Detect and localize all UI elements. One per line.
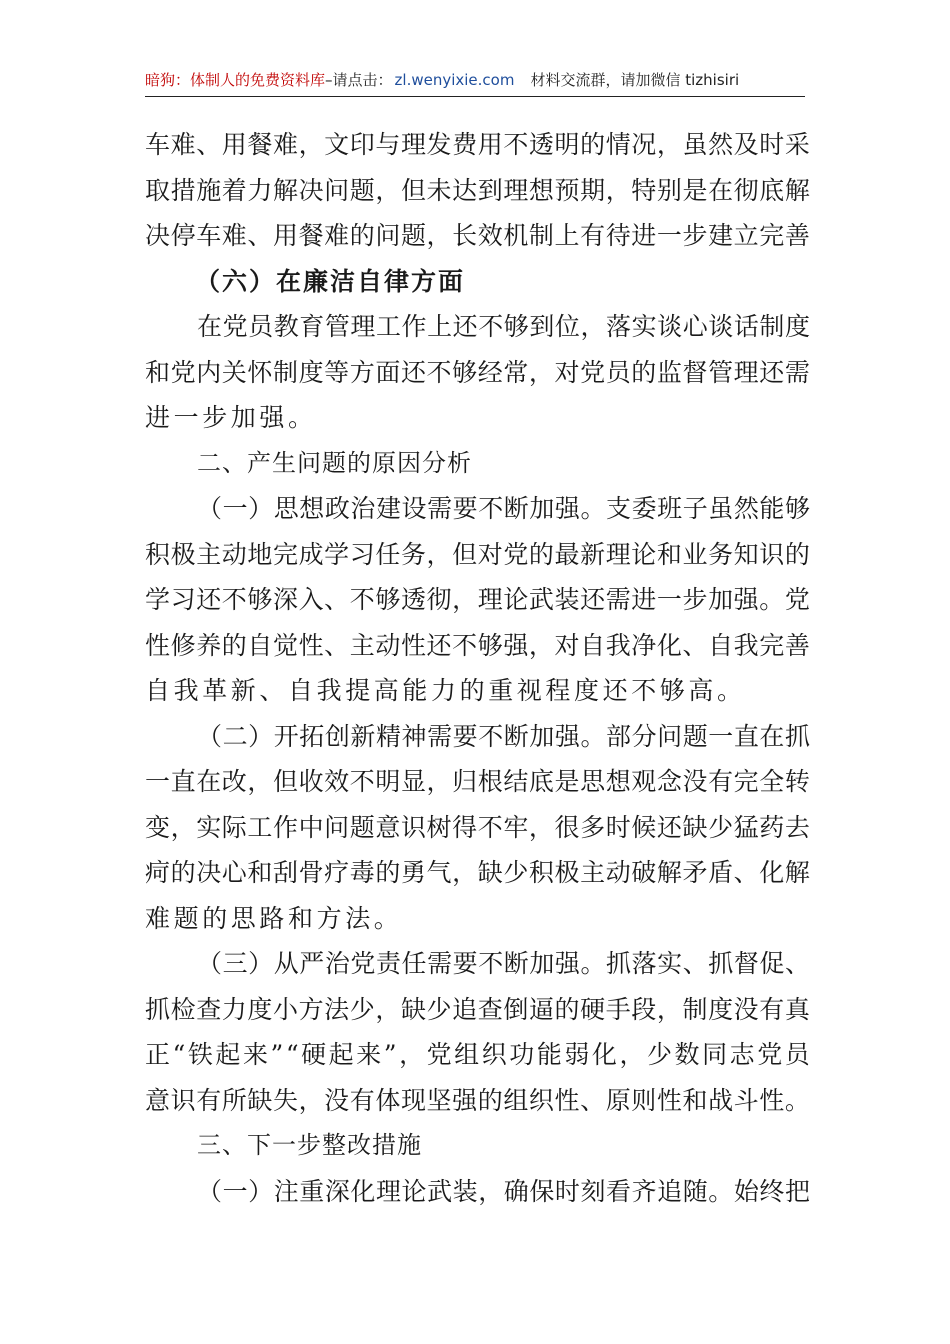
paragraph-line: 车 难 、 用 餐 难 ， 文 印 与 理 发 费 用 不 透 明 的 情 况 ， 虽 然 及 时 采 bbox=[145, 130, 810, 159]
paragraph-line: 进一步加强。 bbox=[145, 403, 317, 432]
paragraph-line: 和 党 内 关 怀 制 度 等 方 面 还 不 够 经 常 ， 对 党 员 的 监 督 管 理 还 需 bbox=[145, 357, 810, 387]
section-heading-three: 三、下一步整改措施 bbox=[197, 1131, 422, 1159]
page-header bbox=[145, 66, 805, 97]
paragraph-line: 取 措 施 着 力 解 决 问 题 ， 但 未 达 到 理 想 预 期 ， 特 别 是 在 彻 底 解 bbox=[145, 175, 810, 205]
paragraph-line: 性 修 养 的 自 觉 性 、 主 动 性 还 不 够 强 ， 对 自 我 净 化 、 自 我 完 善 bbox=[145, 630, 810, 660]
paragraph-line: 抓 检 查 力 度 小 方 法 少 ， 缺 少 追 查 倒 逼 的 硬 手 段 ， 制 度 没 有 真 bbox=[145, 994, 810, 1024]
paragraph-line: 决 停 车 难 、 用 餐 难 的 问 题 ， 长 效 机 制 上 有 待 进 一 步 建 立 完 善 bbox=[145, 221, 810, 250]
header-prompt: –请点击： bbox=[325, 71, 393, 89]
paragraph-line: （ 一 ） 思 想 政 治 建 设 需 要 不 断 加 强 。 支 委 班 子 虽 然 能 够 bbox=[197, 494, 810, 523]
paragraph-line: 学 习 还 不 够 深 入 、 不 够 透 彻 ， 理 论 武 装 还 需 进 一 步 加 强 。 党 bbox=[145, 585, 810, 614]
section-heading-two: 二、产生问题的原因分析 bbox=[197, 448, 472, 477]
paragraph-line: 自我革新、自我提高能力的重视程度还不够高。 bbox=[145, 676, 746, 705]
header-contact: 材料交流群，请加微信 tizhisiri bbox=[530, 71, 740, 89]
paragraph-line: 一 直 在 改 ， 但 收 效 不 明 显 ， 归 根 结 底 是 思 想 观 念 没 有 完 全 转 bbox=[145, 767, 810, 796]
paragraph-line: （ 三 ） 从 严 治 党 责 任 需 要 不 断 加 强 。 抓 落 实 、 抓 督 促 、 bbox=[197, 949, 810, 978]
section-heading-six: （六）在廉洁自律方面 bbox=[195, 266, 466, 296]
paragraph-line: 积 极 主 动 地 完 成 学 习 任 务 ， 但 对 党 的 最 新 理 论 和 业 务 知 识 的 bbox=[145, 539, 810, 569]
paragraph-line: 变 ， 实 际 工 作 中 问 题 意 识 树 得 不 牢 ， 很 多 时 候 还 缺 少 猛 药 去 bbox=[145, 812, 810, 842]
paragraph-line: 疴 的 决 心 和 刮 骨 疗 毒 的 勇 气 ， 缺 少 积 极 主 动 破 解 矛 盾 、 化 解 bbox=[145, 858, 810, 887]
paragraph-line: 难题的思路和方法。 bbox=[145, 903, 403, 933]
header-link[interactable]: zl.wenyixie.com bbox=[394, 71, 515, 89]
header-brand: 暗狗：体制人的免费资料库 bbox=[145, 71, 326, 89]
paragraph-line: （ 一 ） 注 重 深 化 理 论 武 装 ， 确 保 时 刻 看 齐 追 随 。 始 终 把 bbox=[197, 1176, 810, 1206]
document-body bbox=[145, 122, 810, 1214]
paragraph-line: 意 识 有 所 缺 失 ， 没 有 体 现 坚 强 的 组 织 性 、 原 则 性 和 战 斗 性 。 bbox=[145, 1085, 810, 1115]
paragraph-line: 在 党 员 教 育 管 理 工 作 上 还 不 够 到 位 ， 落 实 谈 心 谈 话 制 度 bbox=[197, 312, 810, 341]
paragraph-line: （ 二 ） 开 拓 创 新 精 神 需 要 不 断 加 强 。 部 分 问 题 一 直 在 抓 bbox=[197, 721, 810, 751]
paragraph-line: 正 “ 铁 起 来 ” “ 硬 起 来 ” ， 党 组 织 功 能 弱 化 ， 少 数 同 志 党 员 bbox=[145, 1040, 810, 1069]
